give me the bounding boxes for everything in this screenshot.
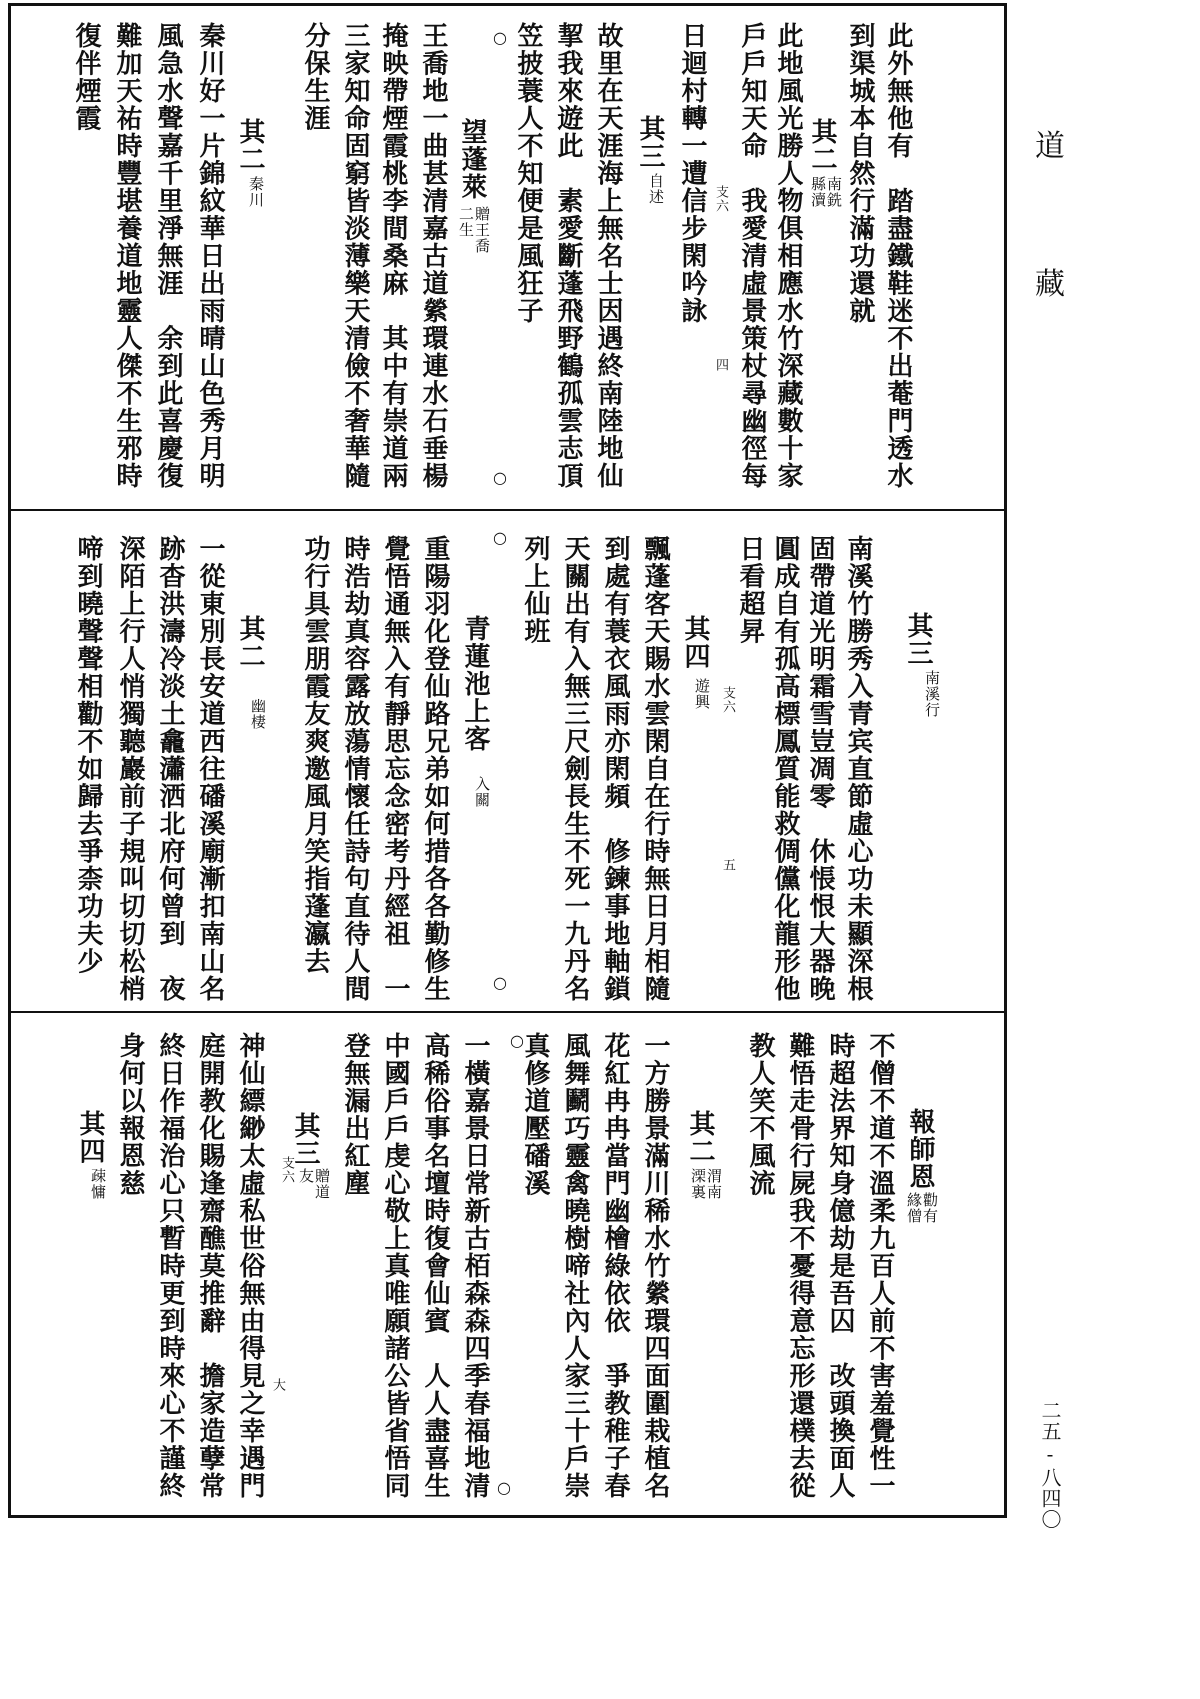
text-column: 圓成自有孤高標鳳質能救倜儻化龍形他	[770, 535, 800, 1003]
circle-mark: ○	[493, 28, 507, 47]
text-column: 一從東別長安道西往磻溪廟漸扣南山名	[195, 535, 225, 1003]
circle-mark: ○	[497, 1478, 511, 1497]
title-note: 幽棲	[249, 698, 267, 730]
text-column: 庭開教化賜逢齋醮莫推辭 擔家造孽常	[195, 1032, 225, 1500]
text-column: 故里在天涯海上無名士因遇終南陸地仙	[593, 22, 623, 490]
text-column: 身何以報恩慈	[115, 1032, 145, 1197]
canon-name-char: 道	[1035, 129, 1065, 164]
text-column: 花紅冉冉當門幽檜綠依依 爭教稚子春	[600, 1032, 630, 1500]
text-column: 時浩劫真容露放蕩情懷任詩句直待人間	[340, 535, 370, 1003]
text-column: 終日作福治心只暫時更到時來心不謹終	[155, 1032, 185, 1500]
text-column: 分保生涯	[300, 22, 330, 132]
text-column: 飄蓬客天賜水雲閑自在行時無日月相隨	[640, 535, 670, 1003]
text-column: 王喬地一曲甚清嘉古道縈環連水石垂楊	[418, 22, 448, 490]
text-column: 功行具雲朋霞友爽邀風月笑指蓬瀛去	[300, 535, 330, 975]
margin-mark: 支六	[720, 686, 735, 714]
text-column: 列上仙班	[520, 535, 550, 645]
text-column: 覺悟通無入有靜思忘念密考丹經祖 一	[380, 535, 410, 1003]
poem-title: 其三	[290, 1112, 320, 1167]
circle-mark: ○	[493, 973, 507, 992]
poem-title: 其二	[685, 1110, 715, 1165]
text-column: 重陽羽化登仙路兄弟如何措各各勤修生	[420, 535, 450, 1003]
text-column: 深陌上行人悄獨聽巖前子規叫切切松梢	[115, 535, 145, 1003]
poem-title: 其四	[75, 1110, 105, 1165]
title-note: 贈道友	[297, 1168, 331, 1200]
circle-mark: ○	[493, 528, 507, 547]
text-column: 難悟走骨行屍我不憂得意忘形還樸去從	[785, 1032, 815, 1500]
text-column: 此外無他有 踏盡鐵鞋迷不出菴門透水	[883, 22, 913, 490]
text-column: 固帶道光明霜雪豈凋零 休悵恨大器晚	[805, 535, 835, 1003]
text-column: 教人笑不風流	[745, 1032, 775, 1197]
text-column: 跡杳洪濤冷淡土龕瀟洒北府何曾到 夜	[155, 535, 185, 1003]
text-column: 掩映帶煙霞桃李間桑麻 其中有崇道兩	[378, 22, 408, 490]
poem-title: 其二	[807, 118, 837, 173]
canon-name-char: 藏	[1035, 267, 1065, 302]
margin-mark: 支六	[279, 1156, 294, 1184]
text-column: 挈我來遊此 素愛斷蓬飛野鶴孤雲志頂	[553, 22, 583, 490]
text-column: 到渠城本自然行滿功還就	[845, 22, 875, 325]
margin-mark: 支六	[713, 185, 728, 213]
poem-title: 報師恩	[905, 1108, 935, 1191]
text-column: 日看超昇	[735, 535, 765, 645]
circle-mark: ○	[493, 468, 507, 487]
page-number: 二五-八四〇	[1038, 1400, 1062, 1530]
register-divider	[10, 1011, 1005, 1013]
text-column: 風舞鬬巧靈禽曉樹啼社內人家三十戶崇	[560, 1032, 590, 1500]
title-note: 南銑縣瀆	[809, 176, 843, 208]
text-column: 一方勝景滿川稀水竹縈環四面圍栽植名	[640, 1032, 670, 1500]
title-note: 遊興	[693, 678, 711, 710]
title-note: 疎慵	[89, 1168, 107, 1200]
title-note: 自述	[647, 173, 665, 205]
poem-title: 其二	[235, 615, 265, 670]
text-column: 到處有蓑衣風雨亦閑頻 修鍊事地軸鎖	[600, 535, 630, 1003]
text-column: 登無漏出紅塵	[340, 1032, 370, 1197]
text-column: 三家知命固窮皆淡薄樂天清儉不奢華隨	[340, 22, 370, 490]
title-note: 贈王喬二生	[457, 206, 491, 254]
title-note: 南溪行	[923, 670, 941, 718]
poem-title: 其三	[635, 115, 665, 170]
text-column: 神仙縹緲太虛私世俗無由得見之幸遇門	[235, 1032, 265, 1500]
text-column: 秦川好一片錦紋華日出雨晴山色秀月明	[195, 22, 225, 490]
margin-mark: 五	[720, 858, 735, 872]
poem-title: 其二	[235, 118, 265, 173]
title-note: 秦川	[247, 176, 265, 208]
poem-title: 其三	[903, 612, 933, 667]
poem-title: 青蓮池上客	[460, 615, 490, 753]
margin-mark: 四	[713, 358, 728, 372]
text-column: 真修道壓磻溪	[520, 1032, 550, 1197]
text-column: 戶戶知天命 我愛清虛景策杖尋幽徑每	[737, 22, 767, 490]
text-column: 時超法界知身億劫是吾囚 改頭換面人	[825, 1032, 855, 1500]
text-column: 天關出有入無三尺劍長生不死一九丹名	[560, 535, 590, 1003]
title-note: 入關	[473, 776, 491, 808]
text-column: 復伴煙霞	[71, 22, 101, 132]
title-note: 渭南溧裏	[689, 1168, 723, 1200]
register-divider	[10, 509, 1005, 511]
text-column: 不僧不道不溫柔九百人前不害羞覺性一	[865, 1032, 895, 1500]
text-column: 中國戶戶虔心敬上真唯願諸公皆省悟同	[380, 1032, 410, 1500]
text-column: 高稀俗事名壇時復會仙賓 人人盡喜生	[420, 1032, 450, 1500]
poem-title: 其四	[680, 615, 710, 670]
title-note: 勸有緣僧	[905, 1192, 939, 1224]
text-column: 此地風光勝人物俱相應水竹深藏數十家	[773, 22, 803, 490]
text-column: 風急水聲嘉千里淨無涯 余到此喜慶復	[153, 22, 183, 490]
poem-title: 望蓬萊	[457, 118, 487, 201]
text-column: 一橫嘉景日常新古栢森森四季春福地清	[460, 1032, 490, 1500]
text-column: 難加天祐時豐堪養道地靈人傑不生邪時	[112, 22, 142, 490]
text-column: 笠披蓑人不知便是風狂子	[513, 22, 543, 325]
circle-mark: ○	[510, 1031, 524, 1050]
text-column: 南溪竹勝秀入青宾直節虛心功未顯深根	[843, 535, 873, 1003]
text-column: 啼到曉聲聲相勸不如歸去爭柰功夫少	[73, 535, 103, 975]
text-column: 日迴村轉一遭信步閑吟詠	[677, 22, 707, 325]
margin-mark: 大	[270, 1378, 285, 1392]
